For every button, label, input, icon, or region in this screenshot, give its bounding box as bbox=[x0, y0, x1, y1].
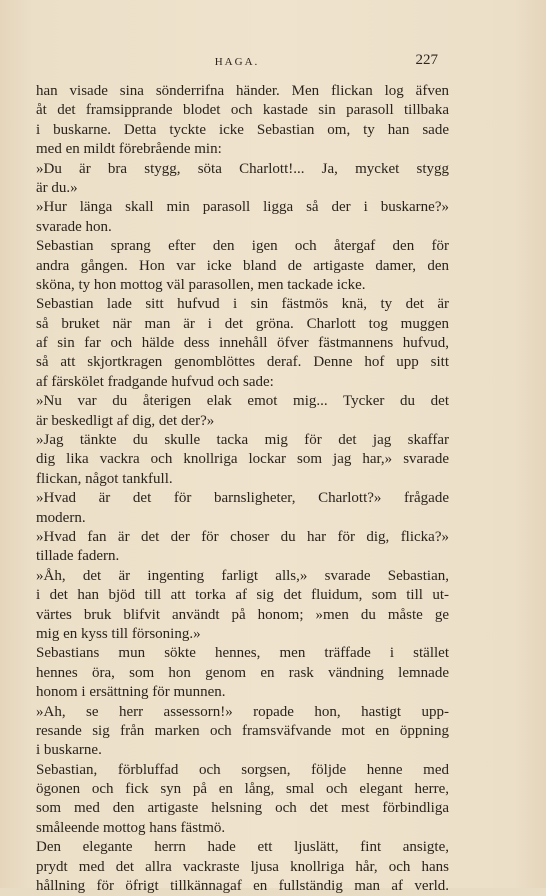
text-line: Sebastian sprang efter den igen och återgaf den för bbox=[36, 238, 449, 255]
text-line: af färskölet fradgande hufvud och sade: bbox=[36, 373, 274, 390]
text-line: åt det framsipprande blodet och kastade sin parasoll tillbaka bbox=[36, 102, 449, 119]
text-line: tillade fadern. bbox=[36, 548, 120, 565]
page-number: 227 bbox=[415, 52, 438, 68]
page-header bbox=[36, 52, 438, 74]
text-line: ögonen och fick syn på en lång, smal och elegant herre, bbox=[36, 781, 449, 798]
text-line: så att skjortkragen genomblöttes deraf. Denne hof upp sitt bbox=[36, 354, 449, 371]
text-line: »Hvad är det för barnsligheter, Charlott?» frågade bbox=[36, 490, 449, 507]
text-line: modern. bbox=[36, 509, 86, 526]
text-line: »Du är bra stygg, söta Charlott!... Ja, mycket stygg bbox=[36, 160, 449, 177]
text-line: Sebastians mun sökte hennes, men träffade i stället bbox=[36, 645, 449, 662]
text-line: hennes öra, som hon genom en rask vändning lemnade bbox=[36, 664, 449, 681]
text-line: är beskedligt af dig, det der?» bbox=[36, 412, 215, 429]
text-line: prydt med det allra vackraste ljusa knollriga hår, och hans bbox=[36, 858, 449, 875]
text-line: som med den artigaste helsning och det mest förbindliga bbox=[36, 800, 449, 817]
text-line: så bruket när man är i det gröna. Charlott tog muggen bbox=[36, 315, 449, 332]
text-line: mig en kyss till försoning.» bbox=[36, 625, 201, 642]
text-line: Sebastian lade sitt hufvud i sin fästmös knä, ty det är bbox=[36, 296, 449, 313]
text-line: värtes bruk blifvit användt på honom; »men du måste ge bbox=[36, 606, 449, 623]
text-line: af sin far och hälde dess innehåll öfver fästmannens hufvud, bbox=[36, 335, 449, 352]
text-line: »Hur länga skall min parasoll ligga så der i buskarne?» bbox=[36, 199, 449, 216]
text-line: Den elegante herrn hade ett ljuslätt, fint ansigte, bbox=[36, 839, 449, 856]
text-line: »Nu var du återigen elak emot mig... Tycker du det bbox=[36, 393, 449, 410]
text-line: flickan, något tankfull. bbox=[36, 470, 173, 487]
text-line: andra gången. Hon var icke bland de artigaste damer, den bbox=[36, 257, 449, 274]
text-line: »Jag tänkte du skulle tacka mig för det jag skaffar bbox=[36, 432, 449, 449]
text-line: Sebastian, förbluffad och sorgsen, följde henne med bbox=[36, 761, 449, 778]
text-line: småleende mottog hans fästmö. bbox=[36, 819, 226, 836]
running-head: HAGA. bbox=[214, 56, 260, 68]
text-line: med en mildt förebrående min: bbox=[36, 141, 222, 158]
text-line: honom i ersättning för munnen. bbox=[36, 684, 226, 701]
text-line: resande sig från marken och framsväfvande mot en öppning bbox=[36, 722, 449, 739]
text-line: sköna, ty hon mottog väl parasollen, men tackade icke. bbox=[36, 276, 366, 293]
text-line: han visade sina sönderrifna händer. Men flickan log äfven bbox=[36, 83, 449, 99]
text-line: hållning för öfrigt tillkännagaf en fullständig man af verld. bbox=[36, 878, 449, 895]
text-line: i buskarne. Detta tyckte icke Sebastian om, ty han sade bbox=[36, 121, 449, 138]
text-line: är du.» bbox=[36, 179, 78, 196]
text-line: »Hvad fan är det der för choser du har för dig, flicka?» bbox=[36, 528, 449, 545]
body-text bbox=[36, 82, 449, 896]
text-line: svarade hon. bbox=[36, 218, 112, 235]
text-line: »Åh, det är ingenting farligt alls,» svarade Sebastian, bbox=[36, 567, 449, 584]
text-line: i buskarne. bbox=[36, 742, 102, 759]
text-line: i det han bjöd till att torka af sig det fluidum, som till ut- bbox=[36, 587, 449, 604]
text-line: dig lika vackra och knollriga lockar som jag har,» svarade bbox=[36, 451, 449, 468]
text-line: »Ah, se herr assessorn!» ropade hon, hastigt upp- bbox=[36, 703, 449, 720]
